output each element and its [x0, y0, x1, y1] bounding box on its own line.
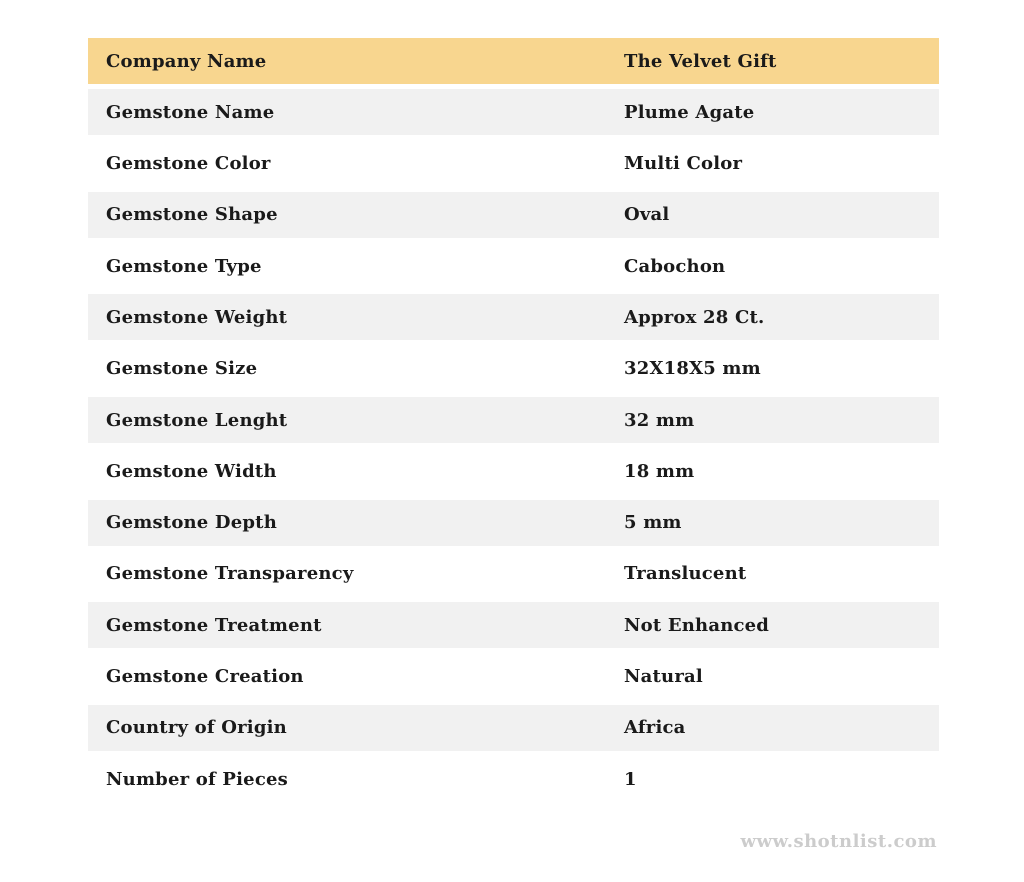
table-row	[88, 346, 939, 392]
table-row	[88, 141, 939, 187]
row-value: Translucent	[607, 551, 939, 597]
row-label: Gemstone Depth	[88, 500, 602, 546]
row-value: Multi Color	[607, 141, 939, 187]
row-label: Gemstone Lenght	[88, 397, 602, 443]
table-row	[88, 602, 939, 648]
row-label: Gemstone Shape	[88, 192, 602, 238]
row-value: 18 mm	[607, 448, 939, 494]
row-value: 32 mm	[607, 397, 939, 443]
row-label: Company Name	[88, 38, 602, 84]
row-label: Gemstone Creation	[88, 654, 602, 700]
table-header-row	[88, 38, 939, 84]
row-value: Plume Agate	[607, 89, 939, 135]
row-label: Gemstone Transparency	[88, 551, 602, 597]
row-label: Gemstone Treatment	[88, 602, 602, 648]
row-label: Number of Pieces	[88, 756, 602, 802]
row-label: Country of Origin	[88, 705, 602, 751]
table-row	[88, 551, 939, 597]
row-value: 32X18X5 mm	[607, 346, 939, 392]
table-row	[88, 448, 939, 494]
row-value: 1	[607, 756, 939, 802]
table-row	[88, 397, 939, 443]
row-label: Gemstone Weight	[88, 294, 602, 340]
row-label: Gemstone Type	[88, 243, 602, 289]
table-row	[88, 500, 939, 546]
row-value: The Velvet Gift	[607, 38, 939, 84]
row-value: Natural	[607, 654, 939, 700]
table-row	[88, 192, 939, 238]
watermark-text: www.shotnlist.com	[740, 831, 937, 852]
table-row	[88, 294, 939, 340]
row-label: Gemstone Name	[88, 89, 602, 135]
row-label: Gemstone Width	[88, 448, 602, 494]
row-value: Not Enhanced	[607, 602, 939, 648]
row-value: Cabochon	[607, 243, 939, 289]
table-row	[88, 705, 939, 751]
row-value: Africa	[607, 705, 939, 751]
row-value: Approx 28 Ct.	[607, 294, 939, 340]
row-label: Gemstone Color	[88, 141, 602, 187]
table-row	[88, 89, 939, 135]
row-value: 5 mm	[607, 500, 939, 546]
gemstone-spec-table	[88, 38, 939, 807]
table-row	[88, 243, 939, 289]
row-value: Oval	[607, 192, 939, 238]
table-row	[88, 654, 939, 700]
row-label: Gemstone Size	[88, 346, 602, 392]
table-row	[88, 756, 939, 802]
